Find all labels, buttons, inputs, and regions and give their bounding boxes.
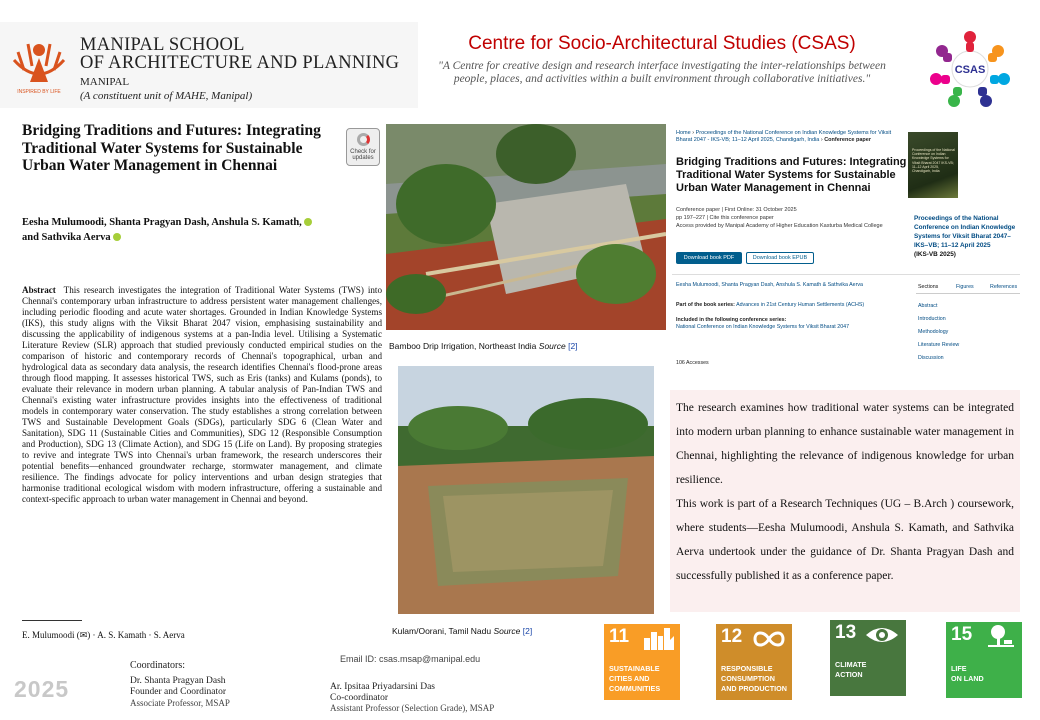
sdg-11-tile xyxy=(604,624,680,700)
photo2-caption xyxy=(392,626,532,636)
sdg-label-line1: CLIMATE xyxy=(835,660,867,669)
check-updates-icon xyxy=(357,133,370,146)
section-link[interactable]: Methodology xyxy=(918,329,949,335)
footnote-rule xyxy=(22,620,82,621)
infinity-icon xyxy=(752,630,786,648)
sdg-label-line2: ON LAND xyxy=(951,674,984,683)
school-sub: MANIPAL xyxy=(80,76,130,88)
springer-authors[interactable]: Eesha Mulumoodi, Shanta Pragyan Dash, Anshula S. Kamath & Sathvika Aerva xyxy=(676,282,863,288)
proceedings-title[interactable] xyxy=(914,214,1020,259)
abstract-text: This research investigates the integration of Traditional Water Systems (TWS) into Chennai's contemporary urban infrastructure to address persistent water management challenges, including periodic flooding and acute water shortages. Grounded in Indian Knowledge Systems (IKS), this study aligns with the Viksit Bharat 2047 vision, emphasising sustainability and discussing the applicability of indigenous systems at a pan-India level. Utilising a Systematic Literature Review (SLR) approach that studied previously conducted empirical studies on the comparison of historic and contemporary records of Chennai's topographical, urban and hydrological data as secondary data analysis, the research identifies Chennai's flood-prone areas through flood mapping. It assesses historical TWS, such as Eris (tanks) and Kulams (ponds), to evaluate their relevance in modern urban planning. A tabular analysis of Pan-Indian TWS and Chennai's existing water infrastructure provides insights into the effectiveness of traditional models in contemporary water conservation. The study establishes a strong correlation between TWS and Sustainable Development Goals (SDGs), particularly SDG 6 (Clean Water and Sanitation), SDG 11 (Sustainable Cities and Communities), SDG 12 (Responsible Consumption and Production), SDG 13 (Climate Action), and SDG 15 (Life on Land). By proposing strategies to revive and integrate TWS into Chennai's urban framework, the research underscores their potential benefits—enhanced groundwater recharge, stormwater management, and climate resilience. The findings advocate for policy interventions and urban design strategies that harmonise traditional ecological wisdom with modern infrastructure, offering a sustainable and context-specific approach to urban water management in Chennai and beyond. xyxy=(22,284,383,504)
sdg-label xyxy=(609,664,679,694)
tab-figures[interactable]: Figures xyxy=(956,284,974,290)
tree-icon xyxy=(986,624,1016,650)
coord2-title: Assistant Professor (Selection Grade), MSAP xyxy=(330,703,495,713)
meta-line3: Access provided by Manipal Academy of Higher Education Kasturba Medical College xyxy=(676,223,883,229)
meta-line1: Conference paper | First Online: 31 October 2025 xyxy=(676,207,797,213)
caption2-source: Source xyxy=(493,626,521,636)
accesses-count: 106 Accesses xyxy=(676,360,709,366)
series1-label: Part of the book series: xyxy=(676,302,735,308)
manipal-emblem-icon xyxy=(8,30,70,96)
breadcrumb-home[interactable]: Home xyxy=(676,130,691,136)
caption1-text: Bamboo Drip Irrigation, Northeast India xyxy=(389,341,537,351)
section-link[interactable]: Introduction xyxy=(918,316,946,322)
sections-tabs xyxy=(916,282,1020,294)
download-pdf-button[interactable]: Download book PDF xyxy=(676,252,742,264)
sdg-12-tile xyxy=(716,624,792,700)
caption2-ref-link[interactable]: [2] xyxy=(522,626,533,636)
proceedings-title-text[interactable]: Proceedings of the National Conference on Indian Knowledge Systems for Viksit Bharat 2047– IKS–VB; 11–12 April 2025 xyxy=(914,215,1016,249)
check-for-updates-badge[interactable] xyxy=(346,128,380,166)
tab-sections[interactable]: Sections xyxy=(918,284,939,290)
sdg-label-line2: CONSUMPTION xyxy=(721,674,775,683)
springer-meta xyxy=(676,206,906,230)
abstract-label: Abstract xyxy=(22,284,56,295)
summary-paragraph-2: This work is part of a Research Techniques (UG – B.Arch ) coursework, where students—Eesha Mulumoodi, Anshula S. Kamath, and Sathvika Aerva undertook under the guidance of Dr. Shanta Pragyan Dash and successfully published it as a conference paper. xyxy=(676,498,1014,582)
sdg-number: 13 xyxy=(835,622,857,643)
csas-logo-text: CSAS xyxy=(954,64,986,76)
book-cover-text: Proceedings of the National Conference on Indian Knowledge Systems for Viksit Bharat 2047 IKS-VB; 11–12 April 2025, Chandigarh, India xyxy=(912,148,955,174)
breadcrumb-type: Conference paper xyxy=(824,137,871,143)
section-link[interactable]: Discussion xyxy=(918,355,944,361)
photo1-caption xyxy=(389,341,578,351)
city-icon xyxy=(644,628,674,650)
bamboo-drip-irrigation-photo xyxy=(386,124,666,330)
coord1-title: Associate Professor, MSAP xyxy=(130,698,230,708)
caption1-ref-link[interactable]: [2] xyxy=(568,341,578,351)
series1-link[interactable]: Advances in 21st Century Human Settlements (ACHS) xyxy=(736,302,865,308)
coordinators-label: Coordinators: xyxy=(130,660,185,671)
sdg-13-tile xyxy=(830,620,906,696)
section-link[interactable]: Abstract xyxy=(918,303,938,309)
csas-logo-icon xyxy=(922,26,1018,112)
caption1-source: Source xyxy=(538,341,566,351)
authors-line1: Eesha Mulumoodi, Shanta Pragyan Dash, Anshula S. Kamath, xyxy=(22,216,302,228)
sections-list xyxy=(918,300,959,365)
meta-line2[interactable]: pp 197–227 | Cite this conference paper xyxy=(676,215,774,221)
paper-title: Bridging Traditions and Futures: Integrating Traditional Water Systems for Sustainable Urban Water Management in Chennai xyxy=(22,122,321,174)
centre-quote: "A Centre for creative design and research interface investigating the inter-relationships between people, places, and activities within a built environment through collaborative initiatives." xyxy=(438,60,886,85)
springer-page-screenshot xyxy=(672,124,1020,368)
sdg-label-line3: AND PRODUCTION xyxy=(721,684,787,693)
school-logo-panel xyxy=(0,22,418,108)
orcid-icon xyxy=(113,233,121,241)
download-epub-button[interactable]: Download book EPUB xyxy=(746,252,814,264)
coord1-name: Dr. Shanta Pragyan Dash xyxy=(130,676,226,686)
centre-title: Centre for Socio-Architectural Studies (CSAS) xyxy=(468,33,856,54)
coordinator-2 xyxy=(330,682,494,714)
sdg-15-tile xyxy=(946,622,1022,698)
coord2-name: Ar. Ipsitaa Priyadarsini Das xyxy=(330,682,436,692)
eye-globe-icon xyxy=(864,624,900,646)
book-series-info xyxy=(676,302,906,331)
summary-box xyxy=(670,390,1020,612)
coordinator-1 xyxy=(130,676,230,709)
school-name xyxy=(80,36,399,72)
sdg-label xyxy=(721,664,791,694)
breadcrumb: Home › Proceedings of the National Conference on Indian Knowledge Systems for Viksit Bharat 2047 - IKS-VB; 11–12 April 2025, Chandigarh, India › Conference paper xyxy=(676,130,892,143)
series2-label: Included in the following conference series: xyxy=(676,317,787,323)
caption2-text: Kulam/Oorani, Tamil Nadu xyxy=(392,626,492,636)
section-link[interactable]: Literature Review xyxy=(918,342,960,348)
sdg-number: 12 xyxy=(721,626,743,647)
series2-link[interactable]: National Conference on Indian Knowledge Systems for Viksit Bharat 2047 xyxy=(676,324,850,330)
sdg-label xyxy=(835,660,905,680)
orcid-icon xyxy=(304,218,312,226)
sdg-label xyxy=(951,664,1021,684)
breadcrumb-proc[interactable]: Proceedings of the National Conference on Indian Knowledge Systems for Viksit Bharat 2047 - IKS-VB; 11–12 April 2025, Chandigarh, India xyxy=(676,130,892,143)
sdg-label-line1: RESPONSIBLE xyxy=(721,664,773,673)
sdg-label-line2: CITIES AND xyxy=(609,674,650,683)
coord2-role: Co-coordinator xyxy=(330,692,389,703)
tab-references[interactable]: References xyxy=(990,284,1018,290)
school-name-line1: MANIPAL SCHOOL xyxy=(80,35,245,55)
kulam-pond-photo xyxy=(398,366,654,614)
year-label: 2025 xyxy=(14,676,70,702)
coord1-role: Founder and Coordinator xyxy=(130,687,227,697)
sdg-number: 15 xyxy=(951,624,973,645)
email-contact[interactable]: Email ID: csas.msap@manipal.edu xyxy=(340,654,481,664)
sdg-number: 11 xyxy=(609,626,630,647)
school-unit: (A constituent unit of MAHE, Manipal) xyxy=(80,90,253,102)
authors-line2: and Sathvika Aerva xyxy=(22,231,111,243)
paper-abstract xyxy=(22,285,382,505)
sdg-label-line1: SUSTAINABLE xyxy=(609,664,660,673)
springer-title: Bridging Traditions and Futures: Integrating Traditional Water Systems for Sustainable Urban Water Management in Chennai xyxy=(676,156,907,194)
sdg-label-line3: COMMUNITIES xyxy=(609,684,661,693)
school-name-line2: OF ARCHITECTURE AND PLANNING xyxy=(80,53,400,73)
emblem-text: INSPIRED BY LIFE xyxy=(17,89,61,95)
paper-footnote: E. Mulumoodi (✉) · A. S. Kamath · S. Aerva xyxy=(22,630,185,640)
paper-authors xyxy=(22,215,372,245)
sdg-label-line2: ACTION xyxy=(835,670,863,679)
proceedings-code: (IKS-VB 2025) xyxy=(914,251,956,258)
divider xyxy=(672,274,1020,275)
check-badge-label: Check for updates xyxy=(350,149,376,161)
paper-first-page xyxy=(22,122,384,644)
sdg-label-line1: LIFE xyxy=(951,664,967,673)
summary-paragraph-1: The research examines how traditional water systems can be integrated into modern urban planning to enhance sustainable water management in Chennai, highlighting the relevance of indigenous knowledge for urban resilience. xyxy=(676,402,1014,486)
